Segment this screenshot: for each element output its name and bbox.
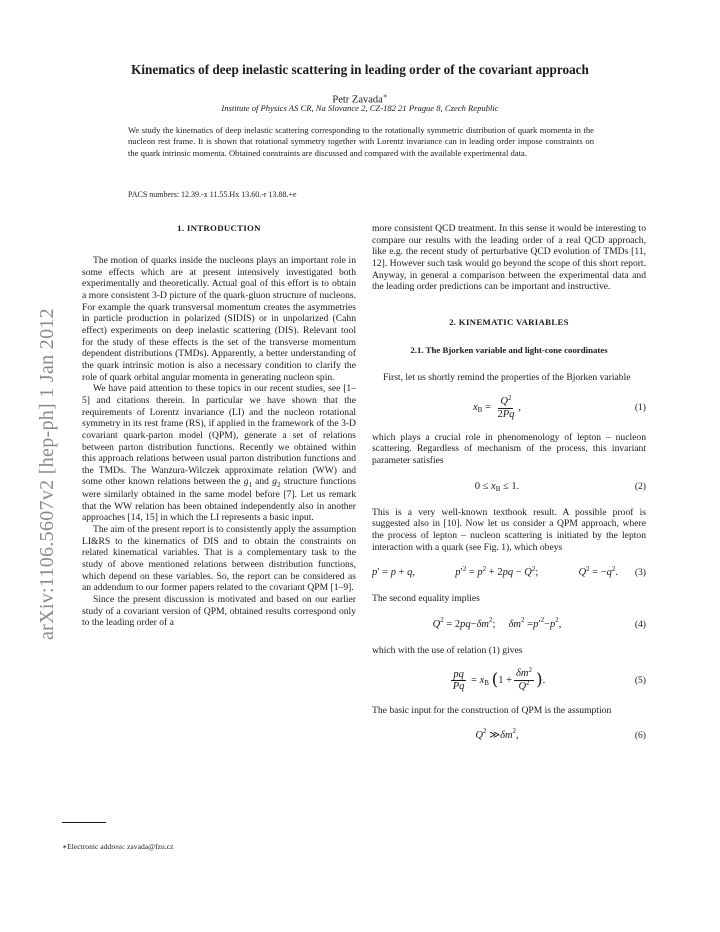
- paragraph: Since the present discussion is motivated and based on our earlier study of a covariant version of QPM, obtained results correspond only to the leading order of a: [82, 594, 356, 629]
- subsection-heading: 2.1. The Bjorken variable and light-cone coordinates: [410, 344, 608, 355]
- equation-number: (1): [634, 401, 646, 413]
- author-footnote-mark: ∗: [382, 92, 388, 100]
- paragraph: We have paid attention to these topics in our recent studies, see [1–5] and citations therein. In particular we have shown that the requirements of Lorentz invariance (LI) and the nucleon rotational symmetry in its rest frame (RS), if applied in the framework of the 3-D covariant quark-parton model (QPM), generate a set of relations between parton distribution functions. Recently we obtained within this approach relations between usual parton distribution functions and the TMDs. The Wanzura-Wilczek approximate relation (WW) and some other known relations between the $g_1$ and $g_2$ structure functions were similarly obtained in the same model before [7]. Let us remark that the WW relation has been obtained independently also in another approaches [14, 15] in which the LI represents a basic input.: [82, 383, 357, 524]
- equation-number: (6): [634, 730, 646, 742]
- section-heading-introduction: 1. INTRODUCTION: [177, 223, 261, 233]
- equation-number: (3): [634, 567, 646, 579]
- equation-number: (2): [634, 480, 646, 492]
- paragraph: more consistent QCD treatment. In this sense it would be interesting to compare our results with the leading order of a real QCD approach, like e.g. the recent study of perturbative QCD evolution of TMDs [11, 12]. However such task would go beyond the scope of this short report. Anyway, in general a comparison between the experimental data and the leading order predictions can be important and instructive.: [372, 223, 646, 293]
- footnote: ∗Electronic address: zavada@fzu.cz: [62, 842, 174, 851]
- paragraph: This is a very well-known textbook result. A possible proof is suggested also in [10]. Now let us consider a QPM approach, where the process of lepton – nucleon scattering is initiated by the lepton interaction with a quark (see Fig. 1), which obeys: [372, 506, 646, 553]
- paragraph: The second equality implies: [372, 593, 480, 605]
- paragraph: The basic input for the construction of QPM is the assumption: [372, 704, 612, 716]
- arxiv-stamp: arXiv:1106.5607v2 [hep-ph] 1 Jan 2012: [36, 308, 58, 640]
- equation-number: (4): [634, 619, 646, 631]
- paragraph: which with the use of relation (1) gives: [372, 644, 523, 656]
- affiliation: Institute of Physics AS CR, Na Slovance 2, CZ-182 21 Prague 8, Czech Republic: [221, 103, 499, 113]
- equation-1: x B = $\frac{Q^2}{2Pq}$ , (1): [472, 393, 646, 420]
- left-column: [82, 223, 356, 629]
- equation-5: $\frac{pq}{Pq}$ = x B ( 1 + $\frac{\delta m^2}{Q^2}$ ) . (5): [452, 666, 646, 692]
- paragraph: First, let us shortly remind the properties of the Bjorken variable: [383, 371, 631, 383]
- equation-6: Q 2 ≫ δm 2 , (6): [475, 727, 646, 742]
- pacs-numbers: PACS numbers: 12.39.-x 11.55.Hx 13.60.-r 13.88.+e: [128, 190, 297, 199]
- paragraph: which plays a crucial role in phenomenology of lepton – nucleon scattering. Regardless of mechanism of the process, this invariant parameter satisfies: [372, 431, 646, 466]
- paper-title: Kinematics of deep inelastic scattering in leading order of the covariant approach: [131, 62, 589, 77]
- author-name: Petr Zavada: [332, 94, 383, 106]
- equation-2: 0 ≤ x B ≤ 1. (2): [474, 480, 646, 493]
- equation-4: Q 2 = 2 pq − δm 2 ; δm 2 = p ′ 2 − p 2 , (4): [432, 616, 646, 631]
- equation-3: p′ = p + q, $p'^2 = p^2 + 2pq - Q^2$; $Q^2 = -q^2$. (3): [372, 564, 646, 579]
- equation-number: (5): [634, 674, 646, 686]
- paragraph: The aim of the present report is to consistently apply the assumption LI&RS to the kinematics of DIS and to obtain the constraints on related kinematical variables. That is a complementary task to the study of above mentioned relations between distribution functions, which depend on these variables. So, the report can be considered as an addendum to our former papers related to the covariant QPM [1–9].: [82, 524, 356, 594]
- footnote-rule: [62, 822, 106, 823]
- section-heading-kinematic-variables: 2. KINEMATIC VARIABLES: [449, 316, 569, 327]
- paragraph: The motion of quarks inside the nucleons plays an important role in some effects which are at present intensively investigated both experimentally and theoretically. Actual goal of this effort is to obtain a more consistent 3-D picture of the quark-gluon structure of nucleons. For example the quark transversal momentum creates the asymmetries in particle production in polarized (SIDIS) or in unpolarized (Cahn effect) experiments on deep inelastic scattering (DIS). Relevant tool for the study of these effects is the set of the transverse momentum dependent distributions (TMDs). Apparently, a better understanding of the quark intrinsic motion is also a necessary condition to clarify the role of quark orbital angular momenta in generating nucleon spin.: [82, 255, 356, 383]
- right-column: [372, 223, 646, 756]
- abstract: We study the kinematics of deep inelastic scattering corresponding to the rotationally symmetric distribution of quark momenta in the nucleon rest frame. It is shown that rotational symmetry together with Lorentz invariance can in leading order impose constraints on the quark intrinsic momenta. Obtained constraints are discussed and compared with the available experimental data.: [128, 125, 594, 158]
